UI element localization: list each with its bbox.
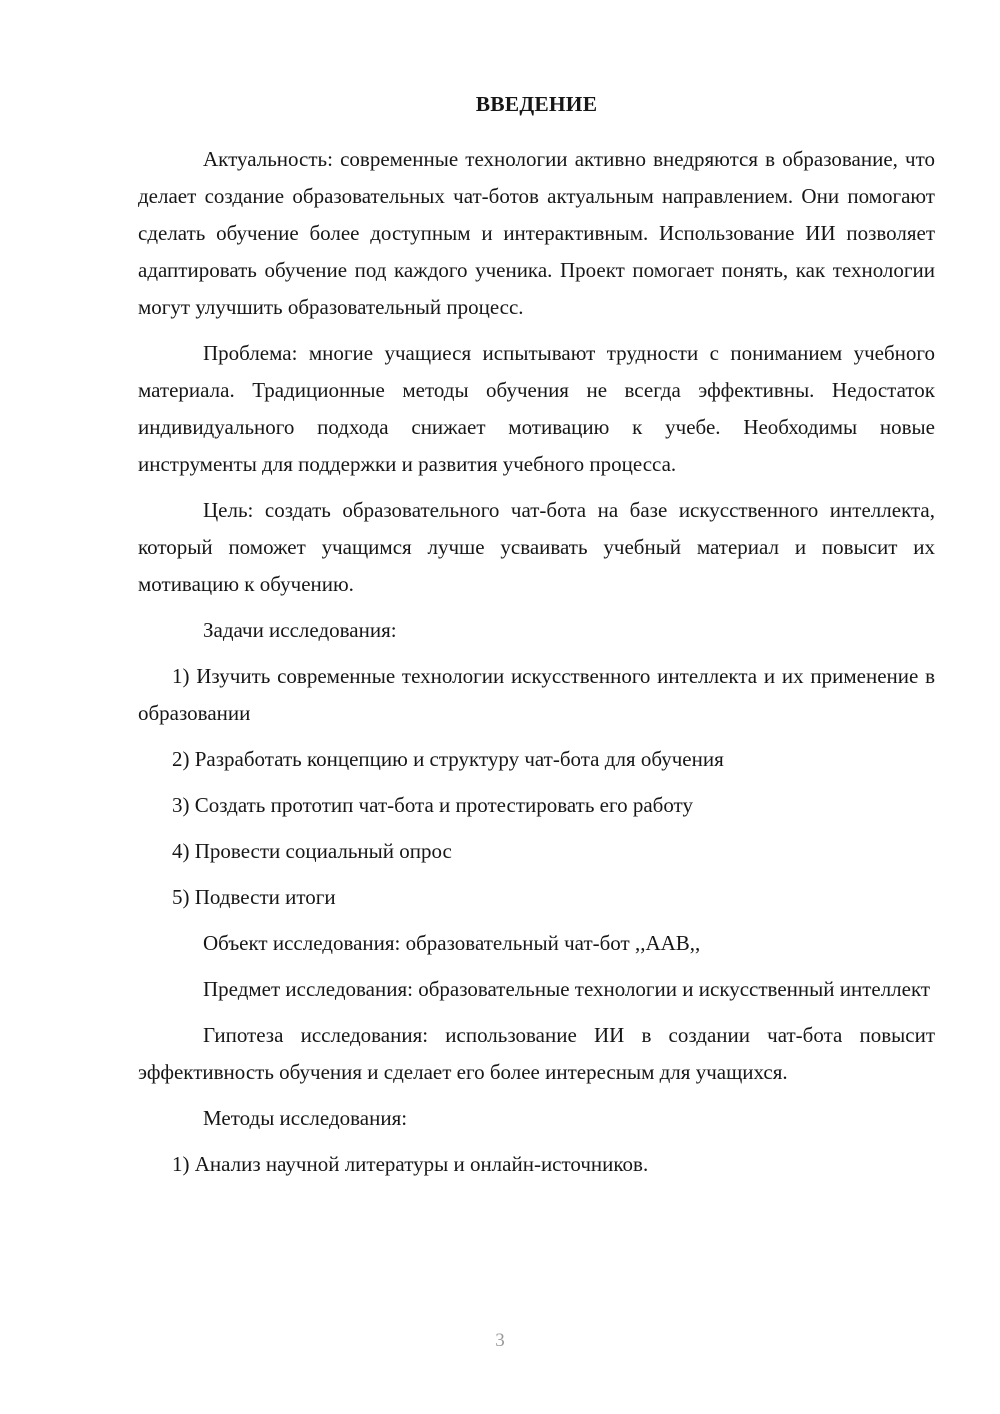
- paragraph-object: Объект исследования: образовательный чат-бот ,,ААВ,,: [203, 930, 701, 955]
- tasks-heading: Задачи исследования:: [203, 617, 397, 642]
- task-item-3: 3) Создать прототип чат-бота и протестировать его работу: [172, 792, 693, 817]
- method-item-1: 1) Анализ научной литературы и онлайн-источников.: [172, 1151, 649, 1176]
- paragraph-goal: Цель: создать образовательного чат-бота на базе искусственного интеллекта, который поможет учащимся лучше усваивать учебный материал и повысит их мотивацию к обучению.: [138, 497, 935, 596]
- task-item-1: 1) Изучить современные технологии искусственного интеллекта и их применение в образовании: [138, 663, 935, 725]
- page-title: ВВЕДЕНИЕ: [475, 92, 598, 116]
- paragraph-problem: Проблема: многие учащиеся испытывают трудности с пониманием учебного материала. Традиционные методы обучения не всегда эффективны. Недостаток индивидуального подхода снижает мотивацию к учебе. Необходимы новые инструменты для поддержки и развития учебного процесса.: [138, 340, 935, 476]
- paragraph-relevance: Актуальность: современные технологии активно внедряются в образование, что делает создание образовательных чат-ботов актуальным направлением. Они помогают сделать обучение более доступным и интерактивным. Использование ИИ позволяет адаптировать обучение под каждого ученика. Проект помогает понять, как технологии могут улучшить образовательный процесс.: [138, 146, 935, 319]
- task-item-4: 4) Провести социальный опрос: [172, 838, 452, 863]
- task-item-2: 2) Разработать концепцию и структуру чат-бота для обучения: [172, 746, 724, 771]
- methods-heading: Методы исследования:: [203, 1105, 408, 1130]
- task-item-5: 5) Подвести итоги: [172, 884, 336, 909]
- paragraph-subject: Предмет исследования: образовательные технологии и искусственный интеллект: [203, 976, 931, 1001]
- paragraph-hypothesis: Гипотеза исследования: использование ИИ в создании чат-бота повысит эффективность обучения и сделает его более интересным для учащихся.: [138, 1022, 935, 1084]
- document-body: [138, 0, 935, 1183]
- page-number: 3: [495, 1330, 505, 1351]
